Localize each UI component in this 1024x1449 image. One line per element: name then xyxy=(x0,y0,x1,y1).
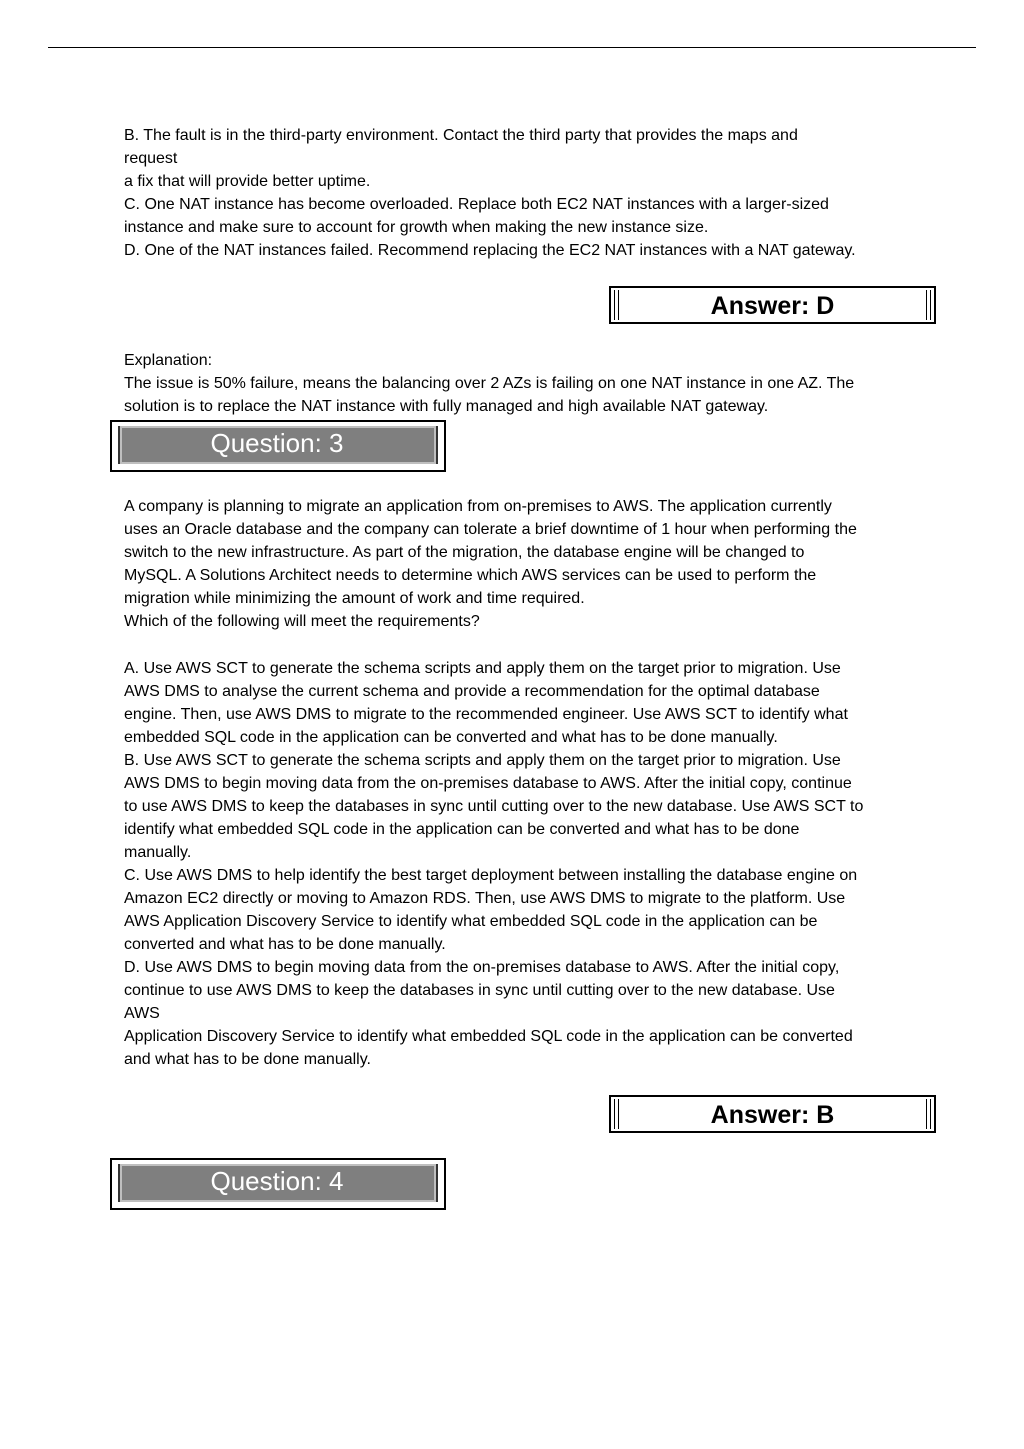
option-c-line: C. One NAT instance has become overloaded. Replace both EC2 NAT instances with a larger-sized xyxy=(124,196,829,213)
stem-line: migration while minimizing the amount of work and time required. xyxy=(124,590,585,607)
prev-question-options xyxy=(124,124,934,262)
option-d-line: continue to use AWS DMS to keep the databases in sync until cutting over to the new database. Use xyxy=(124,982,835,999)
question-3-options xyxy=(124,657,934,1071)
option-a-line: A. Use AWS SCT to generate the schema scripts and apply them on the target prior to migration. Use xyxy=(124,660,841,677)
option-d-line: Application Discovery Service to identify what embedded SQL code in the application can be converted xyxy=(124,1028,853,1045)
option-a-line: engine. Then, use AWS DMS to migrate to the recommended engineer. Use AWS SCT to identify what xyxy=(124,706,848,723)
option-c-line: AWS Application Discovery Service to identify what embedded SQL code in the application can be xyxy=(124,913,818,930)
option-c-line: converted and what has to be done manually. xyxy=(124,936,446,953)
stem-line: MySQL. A Solutions Architect needs to determine which AWS services can be used to perform the xyxy=(124,567,817,584)
option-d-line: D. Use AWS DMS to begin moving data from the on-premises database to AWS. After the initial copy, xyxy=(124,959,840,976)
header-rule xyxy=(48,47,976,48)
explanation-line: solution is to replace the NAT instance with fully managed and high available NAT gateway. xyxy=(124,398,769,415)
explanation-line: The issue is 50% failure, means the balancing over 2 AZs is failing on one NAT instance in one AZ. The xyxy=(124,375,855,392)
option-b-line: identify what embedded SQL code in the application can be converted and what has to be done xyxy=(124,821,800,838)
option-d-line: and what has to be done manually. xyxy=(124,1051,371,1068)
option-b-line: a fix that will provide better uptime. xyxy=(124,173,371,190)
question-3-header xyxy=(110,420,446,472)
option-b-line: B. Use AWS SCT to generate the schema scripts and apply them on the target prior to migration. Use xyxy=(124,752,841,769)
option-b-line: request xyxy=(124,150,178,167)
option-b-line: to use AWS DMS to keep the databases in sync until cutting over to the new database. Use AWS SCT to xyxy=(124,798,864,815)
option-b-line: B. The fault is in the third-party environment. Contact the third party that provides the maps and xyxy=(124,127,798,144)
explanation-heading: Explanation: xyxy=(124,352,213,369)
explanation-block xyxy=(124,349,934,418)
answer-label: Answer: B xyxy=(710,1101,835,1129)
option-c-line: Amazon EC2 directly or moving to Amazon RDS. Then, use AWS DMS to migrate to the platform. Use xyxy=(124,890,846,907)
option-a-line: AWS DMS to analyse the current schema and provide a recommendation for the optimal database xyxy=(124,683,820,700)
option-c-line: C. Use AWS DMS to help identify the best target deployment between installing the database engine on xyxy=(124,867,858,884)
answer-box-q3 xyxy=(609,1095,936,1133)
option-d-line: AWS xyxy=(124,1005,160,1022)
stem-line: switch to the new infrastructure. As part of the migration, the database engine will be changed to xyxy=(124,544,805,561)
option-c-line: instance and make sure to account for growth when making the new instance size. xyxy=(124,219,709,236)
option-d-line: D. One of the NAT instances failed. Recommend replacing the EC2 NAT instances with a NAT gateway. xyxy=(124,242,856,259)
option-b-line: AWS DMS to begin moving data from the on-premises database to AWS. After the initial copy, continue xyxy=(124,775,852,792)
question-label: Question: 3 xyxy=(210,428,344,458)
option-a-line: embedded SQL code in the application can be converted and what has to be done manually. xyxy=(124,729,778,746)
question-label: Question: 4 xyxy=(210,1166,344,1196)
question-3-stem xyxy=(124,495,934,633)
stem-line: uses an Oracle database and the company can tolerate a brief downtime of 1 hour when performing the xyxy=(124,521,857,538)
stem-line: Which of the following will meet the requirements? xyxy=(124,613,480,630)
answer-box-q2 xyxy=(609,286,936,324)
question-4-header xyxy=(110,1158,446,1210)
answer-label: Answer: D xyxy=(710,292,835,320)
stem-line: A company is planning to migrate an application from on-premises to AWS. The application currently xyxy=(124,498,832,515)
option-b-line: manually. xyxy=(124,844,192,861)
